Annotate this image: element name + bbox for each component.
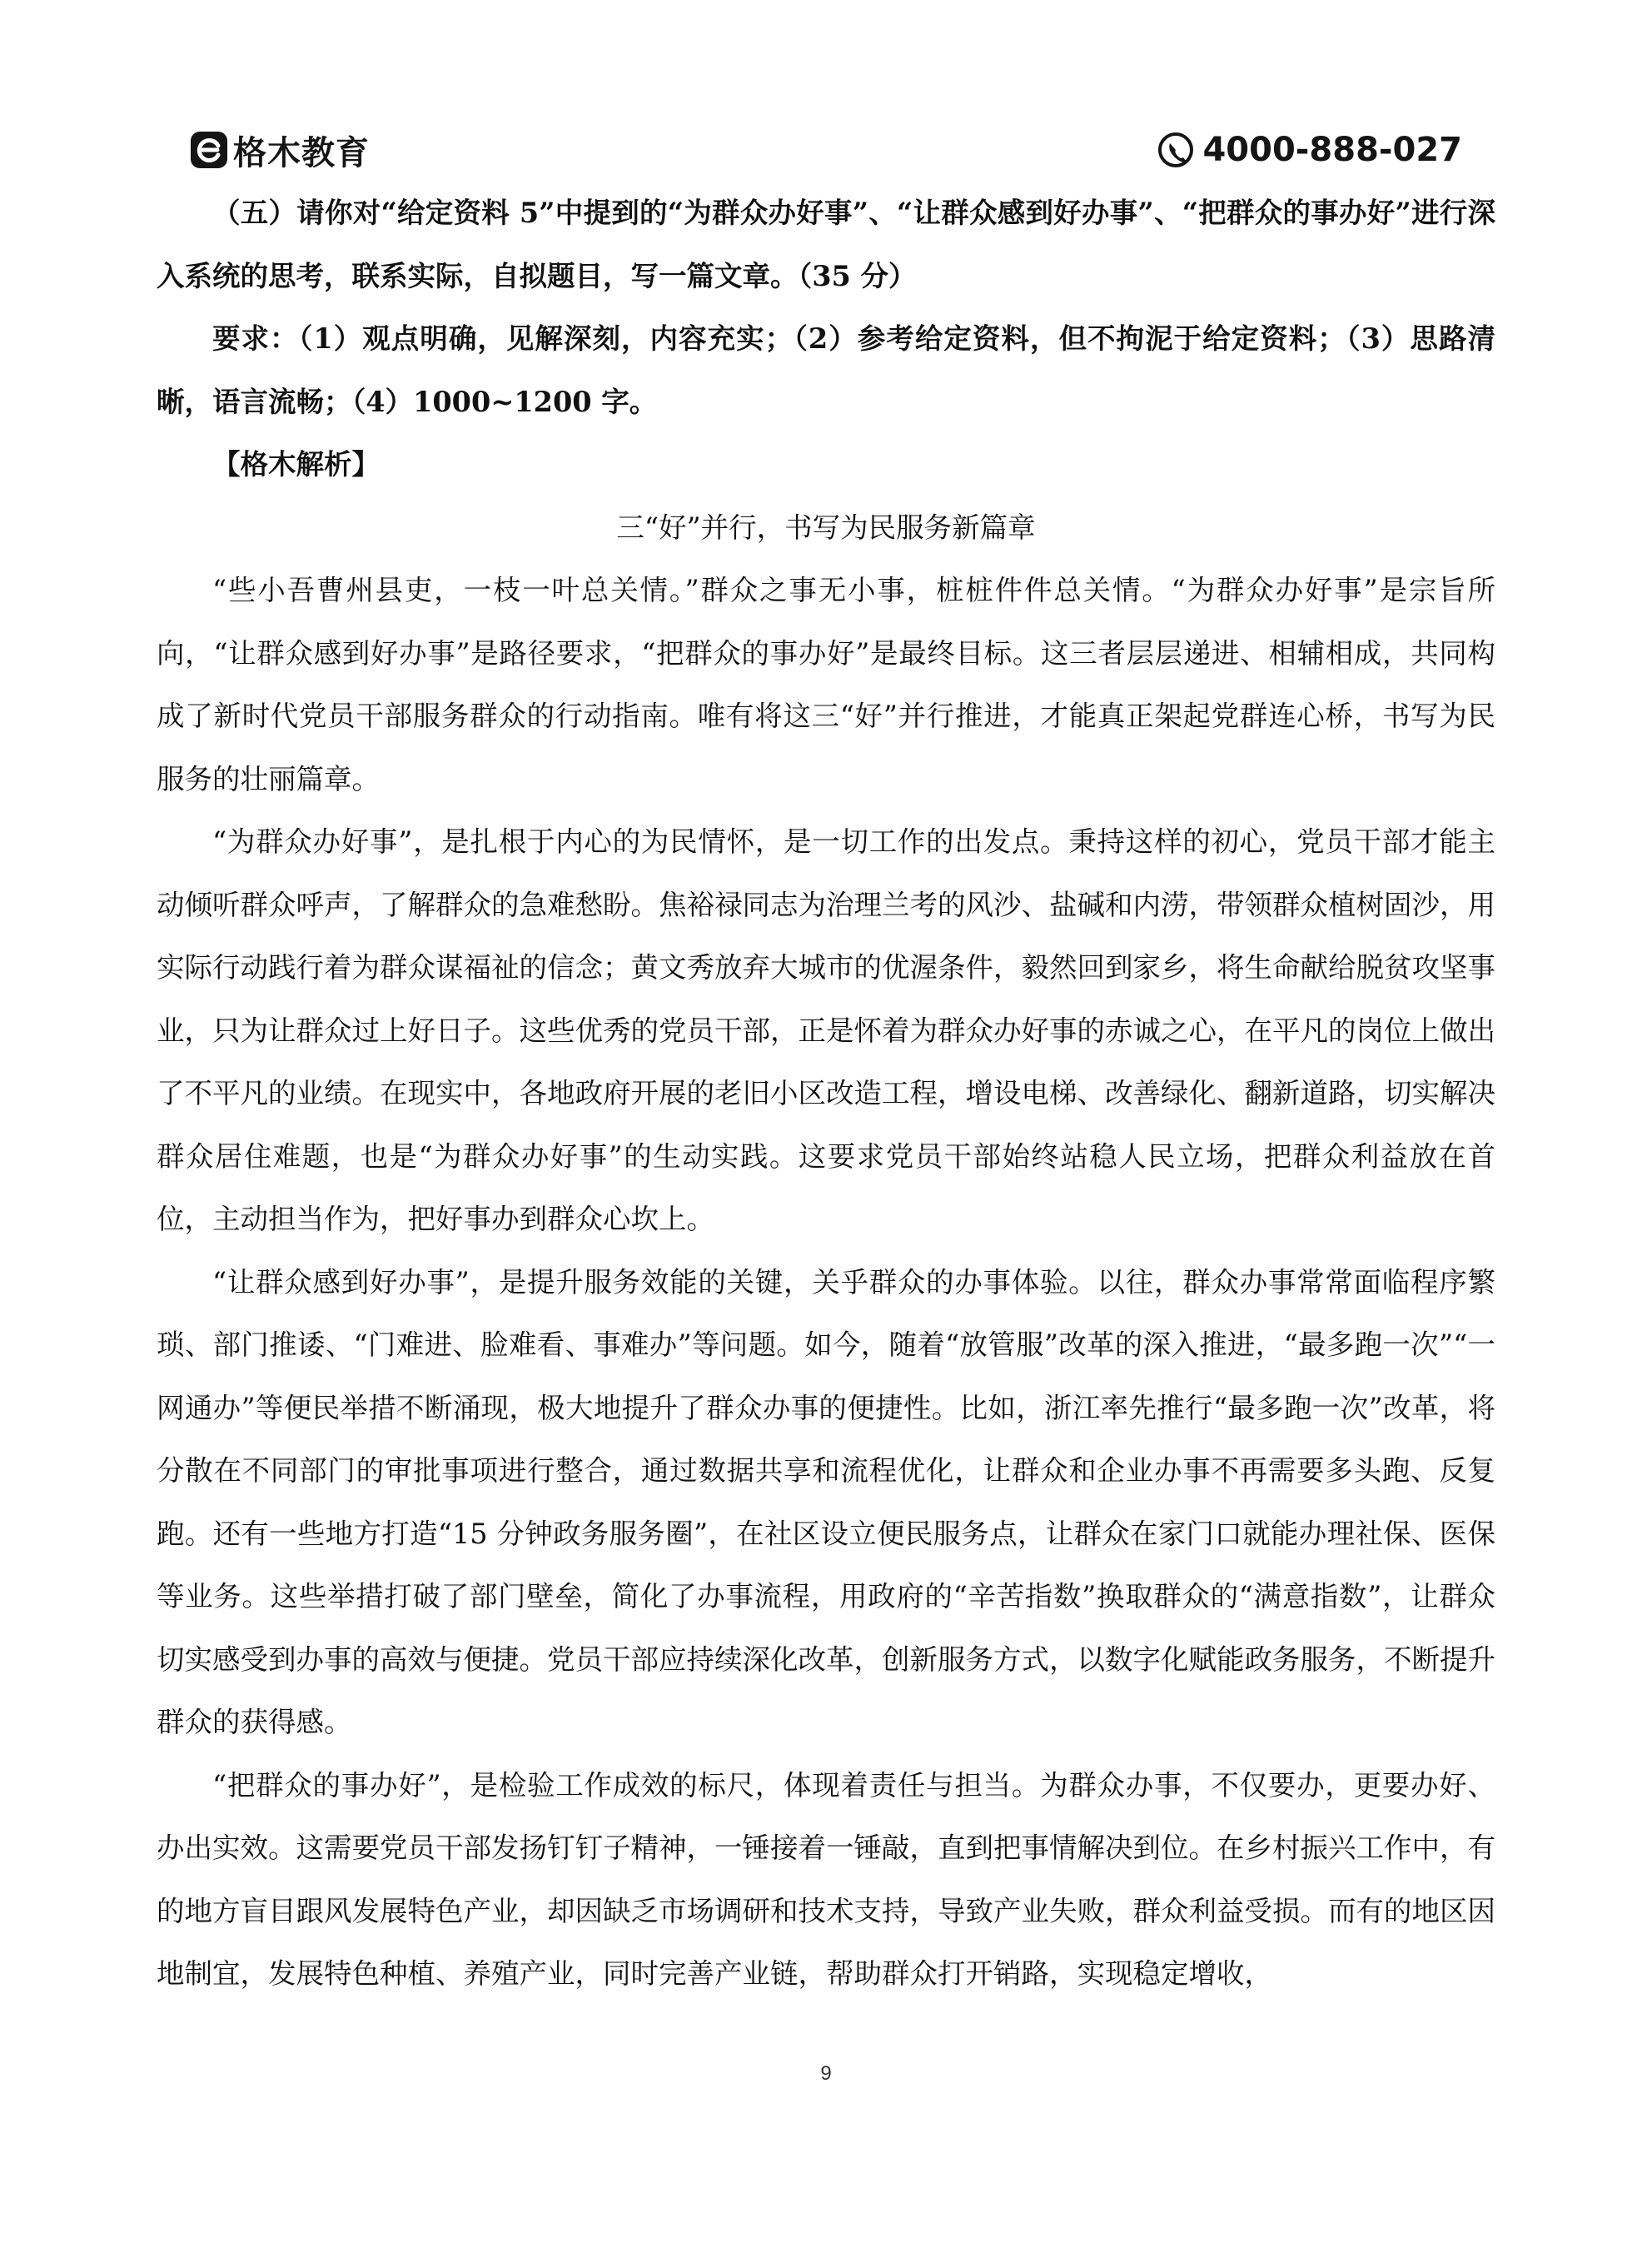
- essay-paragraph: “把群众的事办好”，是检验工作成效的标尺，体现着责任与担当。为群众办事，不仅要办，更要办好、办出实效。这需要党员干部发扬钉钉子精神，一锤接着一锤敲，直到把事情解决到位。在乡村振兴工作中，有的地方盲目跟风发展特色产业，却因缺乏市场调研和技术支持，导致产业失败，群众利益受损。而有的地区因地制宜，发展特色种植、养殖产业，同时完善产业链，帮助群众打开销路，实现稳定增收，: [157, 1768, 1495, 1990]
- essay-title: 三“好”并行，书写为民服务新篇章: [616, 511, 1036, 544]
- essay-paragraph: “些小吾曹州县吏，一枝一叶总关情。”群众之事无小事，桩桩件件总关情。“为群众办好事”是宗旨所向，“让群众感到好办事”是路径要求，“把群众的事办好”是最终目标。这三者层层递进、相辅相成，共同构成了新时代党员干部服务群众的行动指南。唯有将这三“好”并行推进，才能真正架起党群连心桥，书写为民服务的壮丽篇章。: [157, 574, 1495, 795]
- analysis-label: 【格木解析】: [212, 448, 380, 481]
- question-requirements: 要求：（1）观点明确，见解深刻，内容充实；（2）参考给定资料，但不拘泥于给定资料；（3）思路清晰，语言流畅；（4）1000~1200 字。: [157, 322, 1495, 418]
- question-prompt: （五）请你对“给定资料 5”中提到的“为群众办好事”、“让群众感到好办事”、“把群众的事办好”进行深入系统的思考，联系实际，自拟题目，写一篇文章。（35 分）: [157, 197, 1495, 292]
- logo-e-icon: [190, 131, 228, 169]
- logo-text: 格木教育: [233, 133, 370, 172]
- phone-number: 4000-888-027: [1202, 131, 1462, 169]
- document-body: [157, 182, 1495, 2006]
- essay-paragraph: “为群众办好事”，是扎根于内心的为民情怀，是一切工作的出发点。秉持这样的初心，党员干部才能主动倾听群众呼声，了解群众的急难愁盼。焦裕禄同志为治理兰考的风沙、盐碱和内涝，带领群众植树固沙，用实际行动践行着为群众谋福祉的信念；黄文秀放弃大城市的优渥条件，毅然回到家乡，将生命献给脱贫攻坚事业，只为让群众过上好日子。这些优秀的党员干部，正是怀着为群众办好事的赤诚之心，在平凡的岗位上做出了不平凡的业绩。在现实中，各地政府开展的老旧小区改造工程，增设电梯、改善绿化、翻新道路，切实解决群众居住难题，也是“为群众办好事”的生动实践。这要求党员干部始终站稳人民立场，把群众利益放在首位，主动担当作为，把好事办到群众心坎上。: [157, 825, 1495, 1235]
- page-header: [190, 125, 1462, 175]
- hotline: [1157, 125, 1462, 175]
- brand-logo: [190, 125, 370, 175]
- phone-icon: [1157, 132, 1194, 168]
- essay-paragraph: “让群众感到好办事”，是提升服务效能的关键，关乎群众的办事体验。以往，群众办事常常面临程序繁琐、部门推诿、“门难进、脸难看、事难办”等问题。如今，随着“放管服”改革的深入推进，“最多跑一次”“一网通办”等便民举措不断涌现，极大地提升了群众办事的便捷性。比如，浙江率先推行“最多跑一次”改革，将分散在不同部门的审批事项进行整合，通过数据共享和流程优化，让群众和企业办事不再需要多头跑、反复跑。还有一些地方打造“15 分钟政务服务圈”，在社区设立便民服务点，让群众在家门口就能办理社保、医保等业务。这些举措打破了部门壁垒，简化了办事流程，用政府的“辛苦指数”换取群众的“满意指数”，让群众切实感受到办事的高效与便捷。党员干部应持续深化改革，创新服务方式，以数字化赋能政务服务，不断提升群众的获得感。: [157, 1265, 1495, 1738]
- page-number: 9: [820, 2062, 832, 2085]
